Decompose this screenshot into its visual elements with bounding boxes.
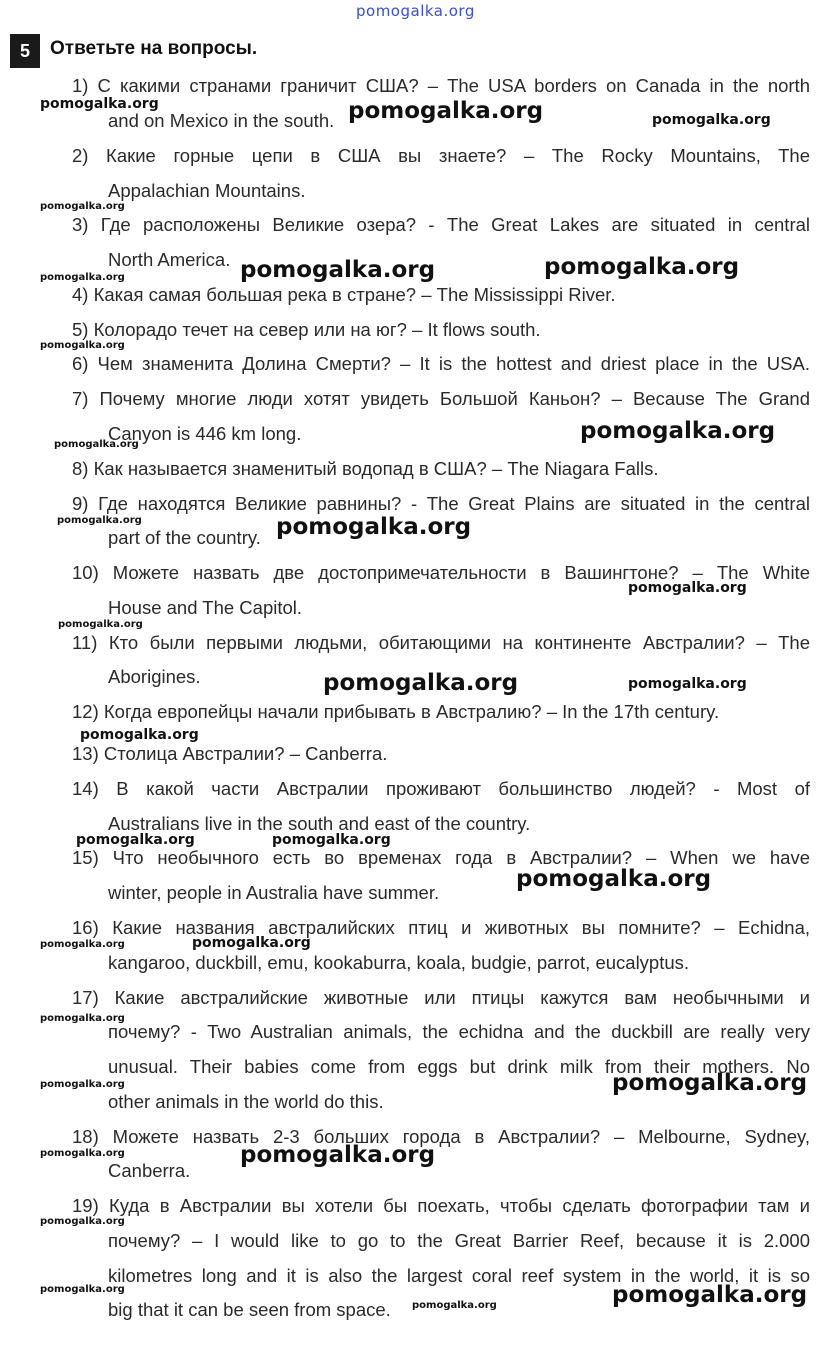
exercise-title: Ответьте на вопросы. [50, 38, 258, 59]
qa-line: Appalachian Mountains. [108, 180, 306, 201]
watermark: pomogalka.org [57, 515, 142, 526]
qa-line: почему? – I would like to go to the Great Barrier Reef, because it is 2.000 [108, 1230, 810, 1251]
qa-line: 6) Чем знаменита Долина Смерти? – It is the hottest and driest place in the USA. [72, 353, 810, 374]
watermark: pomogalka.org [544, 254, 740, 280]
watermark: pomogalka.org [348, 98, 544, 124]
qa-line: Canberra. [108, 1160, 191, 1181]
watermark: pomogalka.org [76, 832, 195, 848]
qa-line: 13) Столица Австралии? – Canberra. [72, 743, 388, 764]
watermark: pomogalka.org [652, 112, 771, 128]
watermark: pomogalka.org [240, 1142, 436, 1168]
watermark: pomogalka.org [628, 580, 747, 596]
watermark: pomogalka.org [40, 201, 125, 212]
watermark: pomogalka.org [40, 340, 125, 351]
watermark: pomogalka.org [40, 1284, 125, 1295]
qa-line: other animals in the world do this. [108, 1091, 384, 1112]
qa-line: 1) С какими странами граничит США? – The USA borders on Canada in the north [72, 75, 810, 96]
qa-line: and on Mexico in the south. [108, 110, 335, 131]
watermark: pomogalka.org [272, 832, 391, 848]
watermark: pomogalka.org [80, 727, 199, 743]
watermark: pomogalka.org [40, 96, 159, 112]
qa-line: 7) Почему многие люди хотят увидеть Большой Каньон? – Because The Grand [72, 388, 810, 409]
qa-line: North America. [108, 249, 231, 270]
qa-line: big that it can be seen from space. [108, 1299, 391, 1320]
qa-line: Aborigines. [108, 666, 201, 687]
watermark: pomogalka.org [412, 1300, 497, 1311]
watermark: pomogalka.org [276, 514, 472, 540]
qa-line: 9) Где находятся Великие равнины? - The Great Plains are situated in the central [72, 493, 810, 514]
qa-line: kangaroo, duckbill, emu, kookaburra, koala, budgie, parrot, eucalyptus. [108, 952, 690, 973]
qa-line: 14) В какой части Австралии проживают большинство людей? - Most of [72, 778, 810, 799]
qa-line: 8) Как называется знаменитый водопад в США? – The Niagara Falls. [72, 458, 659, 479]
watermark: pomogalka.org [240, 257, 436, 283]
watermark-header: pomogalka.org [356, 2, 475, 20]
qa-line: 11) Кто были первыми людьми, обитающими на континенте Австралии? – The [72, 632, 810, 653]
watermark: pomogalka.org [58, 619, 143, 630]
watermark: pomogalka.org [612, 1070, 808, 1096]
qa-line: part of the country. [108, 527, 261, 548]
watermark: pomogalka.org [40, 1013, 125, 1024]
watermark: pomogalka.org [40, 1148, 125, 1159]
qa-line: почему? - Two Australian animals, the echidna and the duckbill are really very [108, 1021, 810, 1042]
exercise-number-badge: 5 [10, 34, 40, 68]
qa-line: 17) Какие австралийские животные или птицы кажутся вам необычными и [72, 987, 810, 1008]
watermark: pomogalka.org [40, 939, 125, 950]
watermark: pomogalka.org [323, 670, 519, 696]
qa-line: 12) Когда европейцы начали прибывать в Австралию? – In the 17th century. [72, 701, 720, 722]
qa-line: House and The Capitol. [108, 597, 303, 618]
qa-line: Canyon is 446 km long. [108, 423, 302, 444]
qa-line: unusual. Their babies come from eggs but drink milk from their mothers. No [108, 1056, 810, 1077]
qa-line: winter, people in Australia have summer. [108, 882, 440, 903]
watermark: pomogalka.org [40, 1216, 125, 1227]
watermark: pomogalka.org [628, 676, 747, 692]
qa-line: 18) Можете назвать 2-3 больших города в Австралии? – Melbourne, Sydney, [72, 1126, 810, 1147]
watermark: pomogalka.org [192, 935, 311, 951]
watermark: pomogalka.org [54, 439, 139, 450]
qa-line: 3) Где расположены Великие озера? - The Great Lakes are situated in central [72, 214, 810, 235]
qa-line: 2) Какие горные цепи в США вы знаете? – The Rocky Mountains, The [72, 145, 810, 166]
qa-line: 15) Что необычного есть во временах года в Австралии? – When we have [72, 847, 810, 868]
watermark: pomogalka.org [40, 272, 125, 283]
qa-line: 10) Можете назвать две достопримечательности в Вашингтоне? – The White [72, 562, 810, 583]
watermark: pomogalka.org [40, 1079, 125, 1090]
watermark: pomogalka.org [612, 1282, 808, 1308]
qa-line: 5) Колорадо течет на север или на юг? – It flows south. [72, 319, 541, 340]
qa-line: kilometres long and it is also the largest coral reef system in the world, it is so [108, 1265, 810, 1286]
watermark: pomogalka.org [516, 866, 712, 892]
qa-line: Australians live in the south and east of the country. [108, 813, 531, 834]
watermark: pomogalka.org [580, 418, 776, 444]
qa-line: 4) Какая самая большая река в стране? – The Mississippi River. [72, 284, 616, 305]
qa-line: 19) Куда в Австралии вы хотели бы поехать, чтобы сделать фотографии там и [72, 1195, 810, 1216]
qa-line: 16) Какие названия австралийских птиц и животных вы помните? – Echidna, [72, 917, 810, 938]
